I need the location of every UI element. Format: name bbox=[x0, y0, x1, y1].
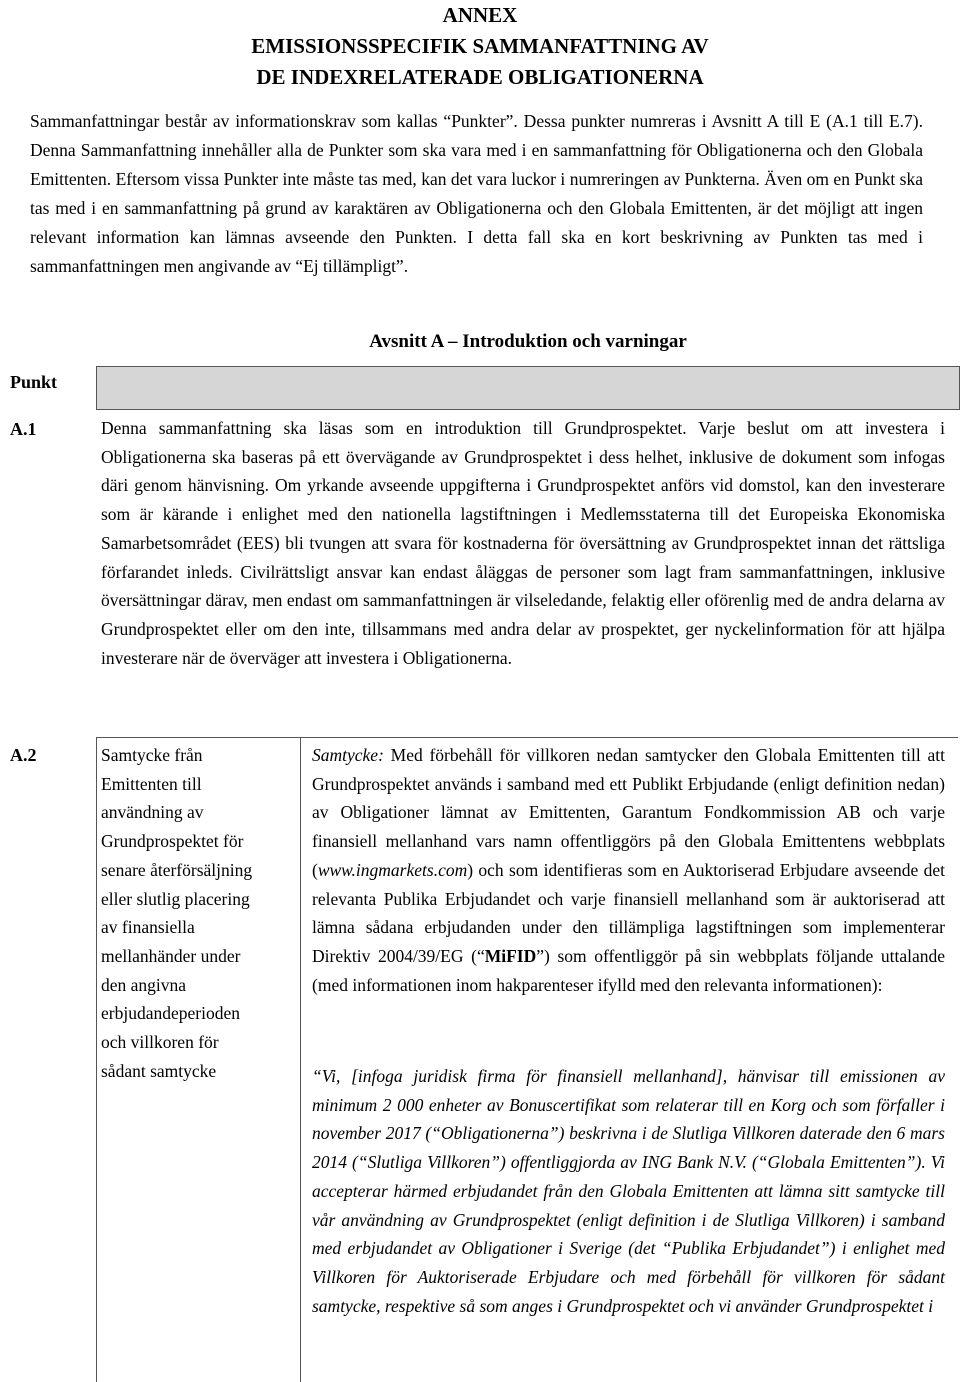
consent-text-1: Med förbehåll för villkoren nedan samtycker den Globala Emittenten till att Grundprospektet används i samband med ett Publikt Erbjudande (enligt definition nedan) av Obligationer lämnat av Emittenten, Garantum Fondkommission AB och varje finansiell mellanhand vars namn offentliggörs på den Globala Emittentens webbplats ( bbox=[312, 745, 945, 880]
a2-consent-paragraph bbox=[312, 741, 945, 999]
item-id-a2: A.2 bbox=[10, 745, 37, 765]
a2-label-line: senare återförsäljning bbox=[101, 859, 253, 880]
consent-text-2: ) och som identifieras som en Auktoriserad Erbjudare avseende det relevanta Publika Erbjudandet och varje finansiell mellanhand som är auktoriserad att lämna sådana erbjudanden under den tillämpliga lagstiftningen som implementerar Direktiv 2004/39/EG (“ bbox=[312, 859, 945, 966]
a2-label-line: den angivna bbox=[101, 974, 187, 995]
a2-label-line: sådant samtycke bbox=[101, 1060, 217, 1081]
item-id-a1: A.1 bbox=[10, 419, 37, 439]
a2-label-line: Emittenten till bbox=[101, 773, 202, 794]
a2-label-line: av finansiella bbox=[101, 917, 195, 938]
intro-paragraph: Sammanfattningar består av informationskrav som kallas “Punkter”. Dessa punkter numreras i Avsnitt A till E (A.1 till E.7). Denna Sammanfattning innehåller alla de Punkter som ska vara med i en sammanfattning för Obligationerna och den Globala Emittenten. Eftersom vissa Punkter inte måste tas med, kan det vara luckor i numreringen av Punkterna. Även om en Punkt ska tas med i en sammanfattning på grund av karaktären av Obligationerna och den Globala Emittenten, är det möjligt att ingen relevant information kan lämnas avseende den Punkten. I detta fall ska en kort beskrivning av Punkten tas med i sammanfattningen men angivande av “Ej tillämpligt”. bbox=[30, 111, 923, 276]
section-a-heading: Avsnitt A – Introduktion och varningar bbox=[369, 331, 687, 352]
a2-statement: “Vi, [infoga juridisk firma för finansiell mellanhand], hänvisar till emissionen av minimum 2 000 enheter av Bonuscertifikat som relaterar till en Korg och som förfaller i november 2017 (“Obligationerna”) beskrivna i de Slutliga Villkoren daterade den 6 mars 2014 (“Slutliga Villkoren”) offentliggjorda av ING Bank N.V. (“Globala Emittenten”). Vi accepterar härmed erbjudandet från den Globala Emittenten att lämna sitt samtycke till vår användning av Grundprospektet (enligt definition i de Slutliga Villkoren) i samband med erbjudandet av Obligationer i Sverige (det “Publika Erbjudandet”) i enlighet med Villkoren för Auktoriserade Erbjudare och med förbehåll för villkoren för sådant samtycke, respektive så som anges i Grundprospektet och vi använder Grundprospektet i bbox=[312, 1066, 945, 1316]
a2-label-line: eller slutlig placering bbox=[101, 888, 250, 909]
website-link[interactable]: www.ingmarkets.com bbox=[317, 859, 468, 880]
a2-label-line: och villkoren för bbox=[101, 1032, 219, 1053]
a2-top-border bbox=[96, 737, 958, 738]
section-header-cell bbox=[96, 366, 960, 410]
a2-left-border bbox=[96, 738, 97, 1382]
mifid-term: MiFID bbox=[484, 945, 537, 966]
document-title bbox=[0, 0, 960, 93]
consent-text-3: ”) som offentliggör på sin webbplats följande uttalande (med informationen inom hakparenteser ifylld med den relevanta informationen): bbox=[312, 945, 945, 995]
title-line-annex: ANNEX bbox=[442, 3, 518, 27]
a1-text: Denna sammanfattning ska läsas som en introduktion till Grundprospektet. Varje beslut om att investera i Obligationerna ska baseras på ett övervägande av Grundprospektet i dess helhet, inklusive de dokument som infogas däri genom hänvisning. Om yrkande avseende uppgifterna i Grundprospektet anförs vid domstol, kan den investerare som är kärande i enlighet med den nationella lagstiftningen i Medlemsstaterna till det Europeiska Ekonomiska Samarbetsområdet (EES) bli tvungen att svara för kostnaderna för översättning av Grundprospektet innan det rättsliga förfarandet inleds. Civilrättsligt ansvar kan endast åläggas de personer som lagt fram sammanfattningen, inklusive översättningar därav, men endast om sammanfattningen är vilseledande, felaktig eller oförenlig med de andra delarna av Grundprospektet eller om den inte, tillsammans med andra delar av prospektet, ger nyckelinformation för att hjälpa investerare när de överväger att investera i Obligationerna. bbox=[101, 418, 945, 668]
title-line-3: DE INDEXRELATERADE OBLIGATIONERNA bbox=[256, 65, 704, 89]
title-line-2: EMISSIONSSPECIFIK SAMMANFATTNING AV bbox=[251, 34, 709, 58]
a2-label-line: användning av bbox=[101, 802, 204, 823]
a2-label-line: mellanhänder under bbox=[101, 945, 241, 966]
a2-label bbox=[101, 741, 291, 1085]
a2-label-line: Samtycke från bbox=[101, 745, 203, 765]
consent-label: Samtycke: bbox=[312, 745, 384, 765]
a2-label-line: erbjudandeperioden bbox=[101, 1003, 240, 1024]
punkt-column-label: Punkt bbox=[10, 372, 58, 392]
a2-label-line: Grundprospektet för bbox=[101, 831, 244, 852]
a2-middle-border bbox=[300, 738, 301, 1382]
